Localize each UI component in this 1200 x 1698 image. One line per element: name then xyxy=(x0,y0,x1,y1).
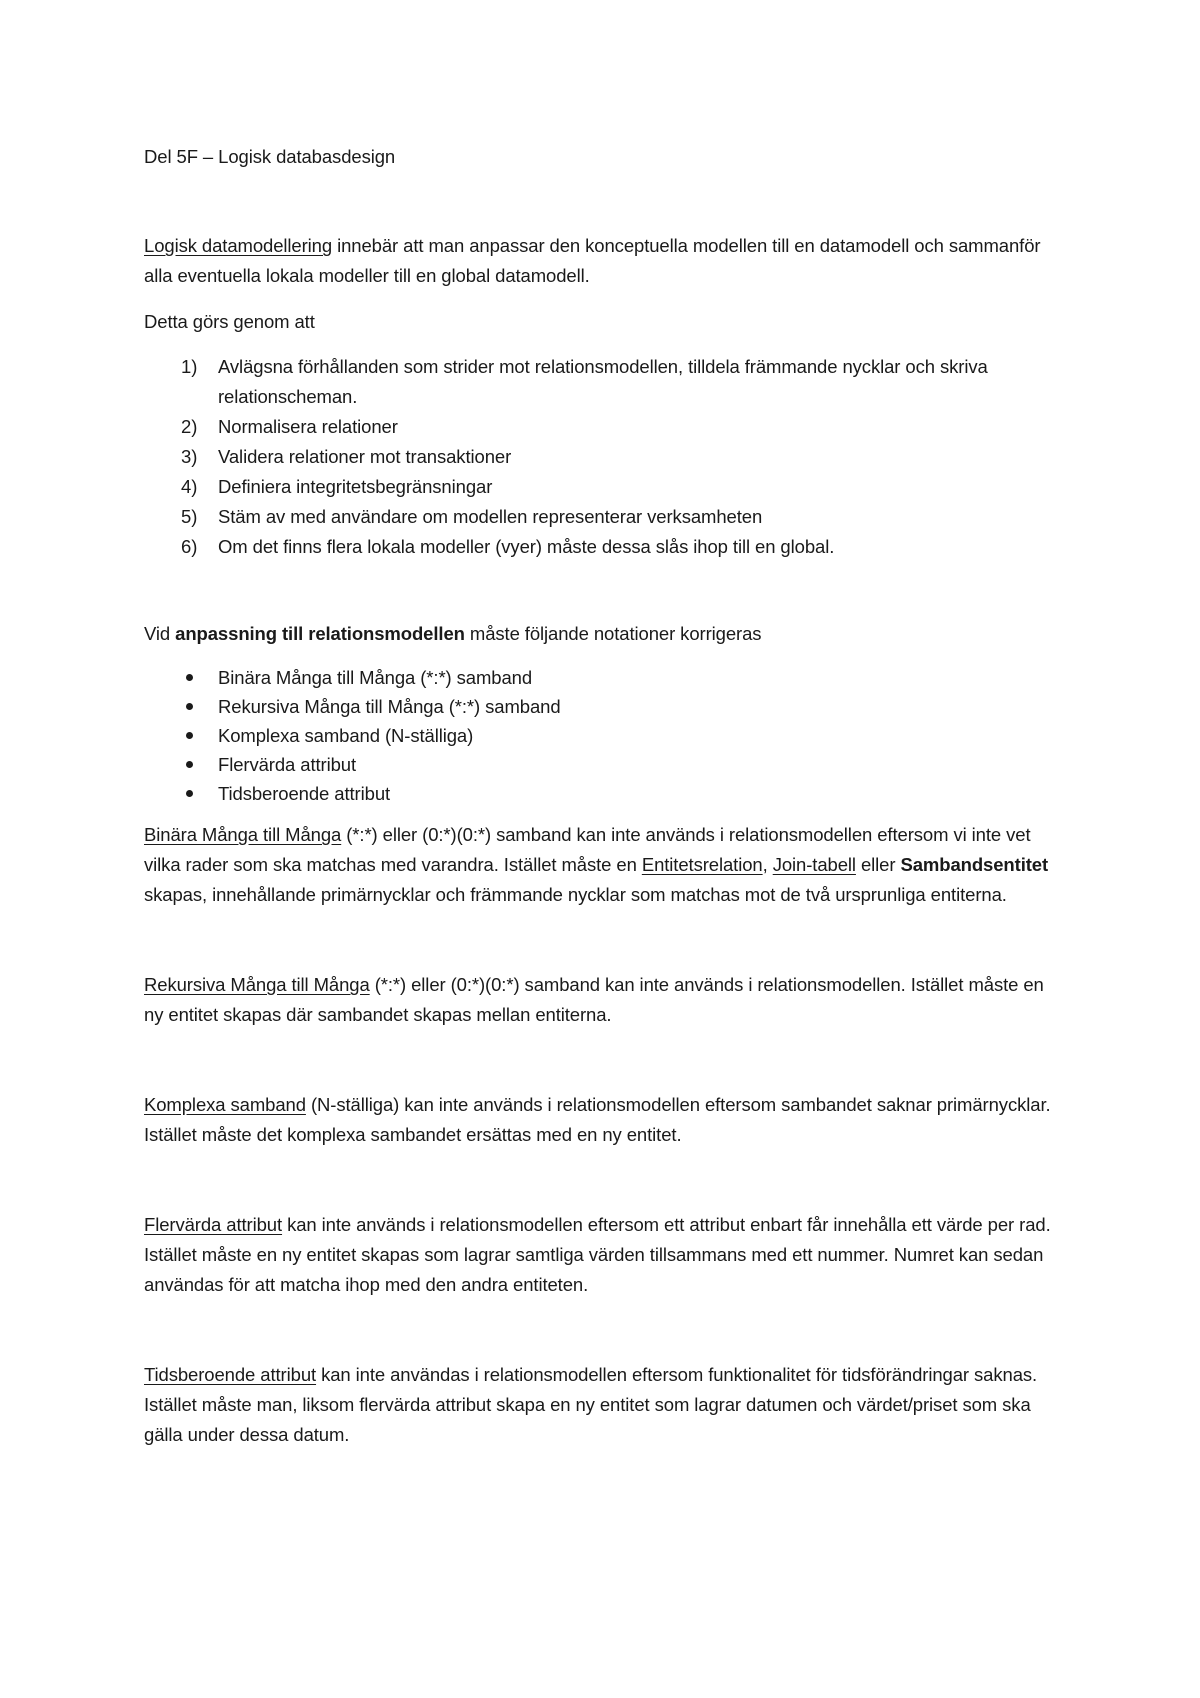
bullet-icon xyxy=(186,790,193,797)
list-item xyxy=(144,779,1064,808)
section-binara-sambandsentitet: Sambandsentitet xyxy=(900,854,1049,875)
section-flervarda-text: kan inte används i relationsmodellen eftersom ett attribut enbart får innehålla ett värde per rad. Istället måste en ny entitet skapas som lagrar samtliga värden tillsammans med ett nummer. Numret kan sedan användas för att matcha ihop med den andra entiteten. xyxy=(144,1214,1051,1295)
section-tidsberoende xyxy=(144,1360,1064,1450)
intro-term: Logisk datamodellering xyxy=(144,235,333,256)
bullet-icon xyxy=(186,761,193,768)
section-binara xyxy=(144,820,1064,910)
section-rekursiva-text: (*:*) eller (0:*)(0:*) samband kan inte används i relationsmodellen. Istället måste en ny entitet skapas där sambandet skapas mellan entiterna. xyxy=(144,974,1044,1025)
list-item-text: Avlägsna förhållanden som strider mot relationsmodellen, tilldela främmande nycklar och skriva relationscheman. xyxy=(218,356,988,407)
list-item-text: Tidsberoende attribut xyxy=(218,783,391,804)
page-title: Del 5F – Logisk databasdesign xyxy=(144,146,396,167)
intro-text: innebär att man anpassar den konceptuella modellen till en datamodell och sammanför alla eventuella lokala modeller till en global datamodell. xyxy=(144,235,1041,286)
list-item-text: Stäm av med användare om modellen representerar verksamheten xyxy=(218,506,763,527)
section-tidsberoende-term: Tidsberoende attribut xyxy=(144,1364,317,1385)
steps-list xyxy=(144,352,1064,562)
intro-paragraph xyxy=(144,231,1064,291)
list-item-number: 2) xyxy=(181,416,198,437)
list-item-number: 5) xyxy=(181,506,198,527)
section-rekursiva-term: Rekursiva Många till Många xyxy=(144,974,370,995)
list-item xyxy=(144,442,1064,472)
section-komplexa-text: (N-ställiga) kan inte används i relationsmodellen eftersom sambandet saknar primärnycklar. Istället måste det komplexa sambandet ersättas med en ny entitet. xyxy=(144,1094,1051,1145)
section-binara-text-1: (*:*) eller (0:*)(0:*) samband kan inte används i relationsmodellen eftersom vi inte vet vilka rader som ska matchas med varandra. Istället måste en xyxy=(144,824,1031,875)
list-item-number: 4) xyxy=(181,476,198,497)
section-flervarda-term: Flervärda attribut xyxy=(144,1214,283,1235)
document-body xyxy=(144,142,1064,1510)
bullet-icon xyxy=(186,674,193,681)
list-item-number: 3) xyxy=(181,446,198,467)
list-item xyxy=(144,472,1064,502)
list-item xyxy=(144,412,1064,442)
steps-lead: Detta görs genom att xyxy=(144,311,315,332)
list-item-text: Definiera integritetsbegränsningar xyxy=(218,476,493,497)
notations-lead-bold: anpassning till relationsmodellen xyxy=(175,623,465,644)
section-tidsberoende-text: kan inte användas i relationsmodellen eftersom funktionalitet för tidsförändringar saknas. Istället måste man, liksom flervärda attribut skapa en ny entitet som lagrar datumen och värdet/priset som ska gälla under dessa datum. xyxy=(144,1364,1038,1445)
list-item xyxy=(144,750,1064,779)
list-item xyxy=(144,663,1064,692)
section-flervarda xyxy=(144,1210,1064,1300)
section-binara-join-tabell: Join-tabell xyxy=(772,854,856,875)
list-item-number: 6) xyxy=(181,536,198,557)
section-binara-text-3: eller xyxy=(855,854,901,875)
list-item-text: Flervärda attribut xyxy=(218,754,357,775)
list-item-number: 1) xyxy=(181,356,198,377)
notations-list xyxy=(144,663,1064,808)
notations-lead-post: måste följande notationer korrigeras xyxy=(464,623,762,644)
list-item-text: Validera relationer mot transaktioner xyxy=(218,446,512,467)
section-binara-term: Binära Många till Många xyxy=(144,824,342,845)
notations-lead-pre: Vid xyxy=(144,623,176,644)
section-binara-text-4: skapas, innehållande primärnycklar och främmande nycklar som matchas mot de två ursprunliga entiterna. xyxy=(144,884,1007,905)
list-item xyxy=(144,692,1064,721)
list-item-text: Om det finns flera lokala modeller (vyer) måste dessa slås ihop till en global. xyxy=(218,536,835,557)
list-item xyxy=(144,721,1064,750)
list-item-text: Komplexa samband (N-ställiga) xyxy=(218,725,474,746)
section-binara-entitetsrelation: Entitetsrelation xyxy=(641,854,763,875)
list-item xyxy=(144,352,1064,412)
section-komplexa xyxy=(144,1090,1064,1150)
bullet-icon xyxy=(186,703,193,710)
list-item xyxy=(144,502,1064,532)
list-item-text: Normalisera relationer xyxy=(218,416,398,437)
list-item-text: Rekursiva Många till Många (*:*) samband xyxy=(218,696,561,717)
section-binara-text-2: , xyxy=(762,854,773,875)
section-rekursiva xyxy=(144,970,1064,1030)
notations-lead xyxy=(144,619,1064,649)
list-item xyxy=(144,532,1064,562)
list-item-text: Binära Många till Många (*:*) samband xyxy=(218,667,533,688)
section-komplexa-term: Komplexa samband xyxy=(144,1094,306,1115)
bullet-icon xyxy=(186,732,193,739)
